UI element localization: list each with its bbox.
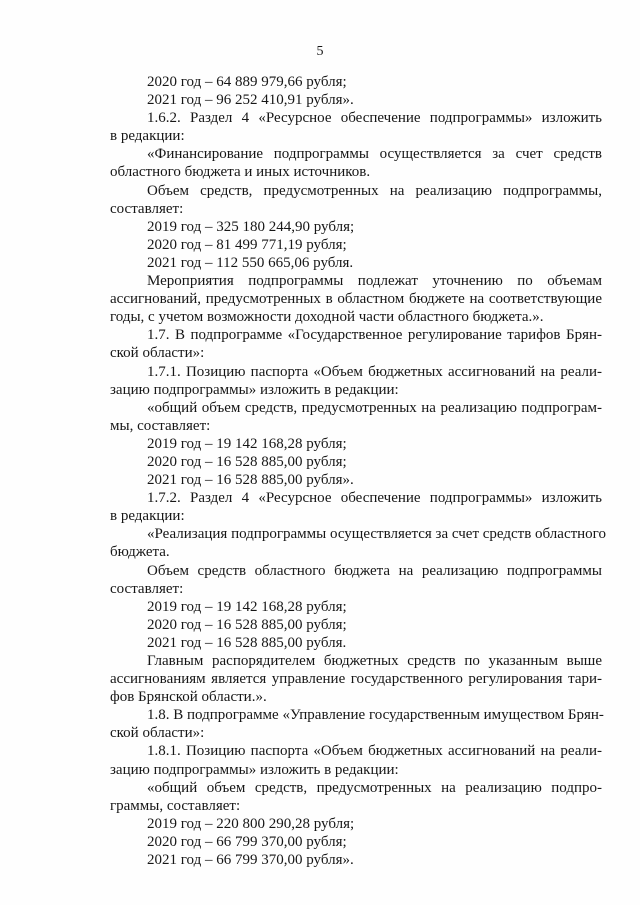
text-line: Объем средств областного бюджета на реализацию подпрограммы — [147, 562, 602, 579]
text-line: 2020 год – 16 528 885,00 рубля; — [147, 453, 347, 470]
text-line: Объем средств, предусмотренных на реализацию подпрограммы, — [147, 182, 602, 199]
text-line: ской области»: — [110, 345, 205, 362]
text-line: 2020 год – 66 799 370,00 рубля; — [147, 833, 347, 850]
text-line: 1.8. В подпрограмме «Управление государственным имуществом Брян- — [147, 707, 604, 724]
text-line: 2021 год – 16 528 885,00 рубля. — [147, 634, 347, 651]
text-line: составляет: — [110, 580, 184, 597]
text-line: 2020 год – 64 889 979,66 рубля; — [147, 74, 347, 90]
text-line: 1.7.2. Раздел 4 «Ресурсное обеспечение подпрограммы» изложить — [147, 490, 602, 507]
text-line: 2019 год – 19 142 168,28 рубля; — [147, 435, 347, 452]
text-line: 2021 год – 112 550 665,06 рубля. — [147, 254, 354, 271]
text-line: 2019 год – 325 180 244,90 рубля; — [147, 218, 355, 235]
text-line: «общий объем средств, предусмотренных на реализацию подпрограм- — [147, 399, 602, 416]
text-line: граммы, составляет: — [110, 797, 241, 814]
text-line: «Реализация подпрограммы осуществляется за счет средств областного — [147, 526, 606, 543]
page-number: 5 — [316, 44, 324, 59]
text-line: мы, составляет: — [110, 417, 211, 434]
text-line: 2021 год – 16 528 885,00 рубля». — [147, 472, 354, 489]
text-line: ассигнованиям является управление государственного регулирования тари- — [110, 671, 602, 688]
text-line: областного бюджета и иных источников. — [110, 164, 371, 181]
text-line: зацию подпрограммы» изложить в редакции: — [110, 381, 399, 398]
text-line: 2019 год – 220 800 290,28 рубля; — [147, 815, 355, 832]
text-line: зацию подпрограммы» изложить в редакции: — [110, 761, 399, 778]
text-line: 1.7.1. Позицию паспорта «Объем бюджетных ассигнований на реали- — [147, 363, 602, 380]
text-line: ассигнований, предусмотренных в областном бюджете на соответствующие — [110, 291, 602, 308]
text-line: фов Брянской области.». — [110, 689, 267, 706]
text-line: 2019 год – 19 142 168,28 рубля; — [147, 598, 347, 615]
text-line: ской области»: — [110, 725, 205, 742]
document-body — [110, 73, 606, 869]
text-line: 2021 год – 96 252 410,91 рубля». — [147, 92, 354, 109]
text-line: 1.7. В подпрограмме «Государственное регулирование тарифов Брян- — [147, 327, 602, 344]
text-line: в редакции: — [110, 508, 185, 525]
text-line: в редакции: — [110, 128, 185, 145]
text-line: 1.6.2. Раздел 4 «Ресурсное обеспечение подпрограммы» изложить — [147, 110, 602, 127]
text-line: 1.8.1. Позицию паспорта «Объем бюджетных ассигнований на реали- — [147, 743, 602, 760]
text-line: 2021 год – 66 799 370,00 рубля». — [147, 852, 354, 869]
text-line: 2020 год – 81 499 771,19 рубля; — [147, 236, 347, 253]
text-line: Мероприятия подпрограммы подлежат уточнению по объемам — [147, 273, 602, 290]
text-line: составляет: — [110, 200, 184, 217]
text-line: «Финансирование подпрограммы осуществляется за счет средств — [147, 146, 602, 163]
text-line: бюджета. — [110, 544, 170, 561]
text-line: годы, с учетом возможности доходной части областного бюджета.». — [110, 309, 544, 326]
text-line: 2020 год – 16 528 885,00 рубля; — [147, 616, 347, 633]
text-line: Главным распорядителем бюджетных средств по указанным выше — [147, 653, 602, 669]
text-line: «общий объем средств, предусмотренных на реализацию подпро- — [147, 779, 602, 796]
